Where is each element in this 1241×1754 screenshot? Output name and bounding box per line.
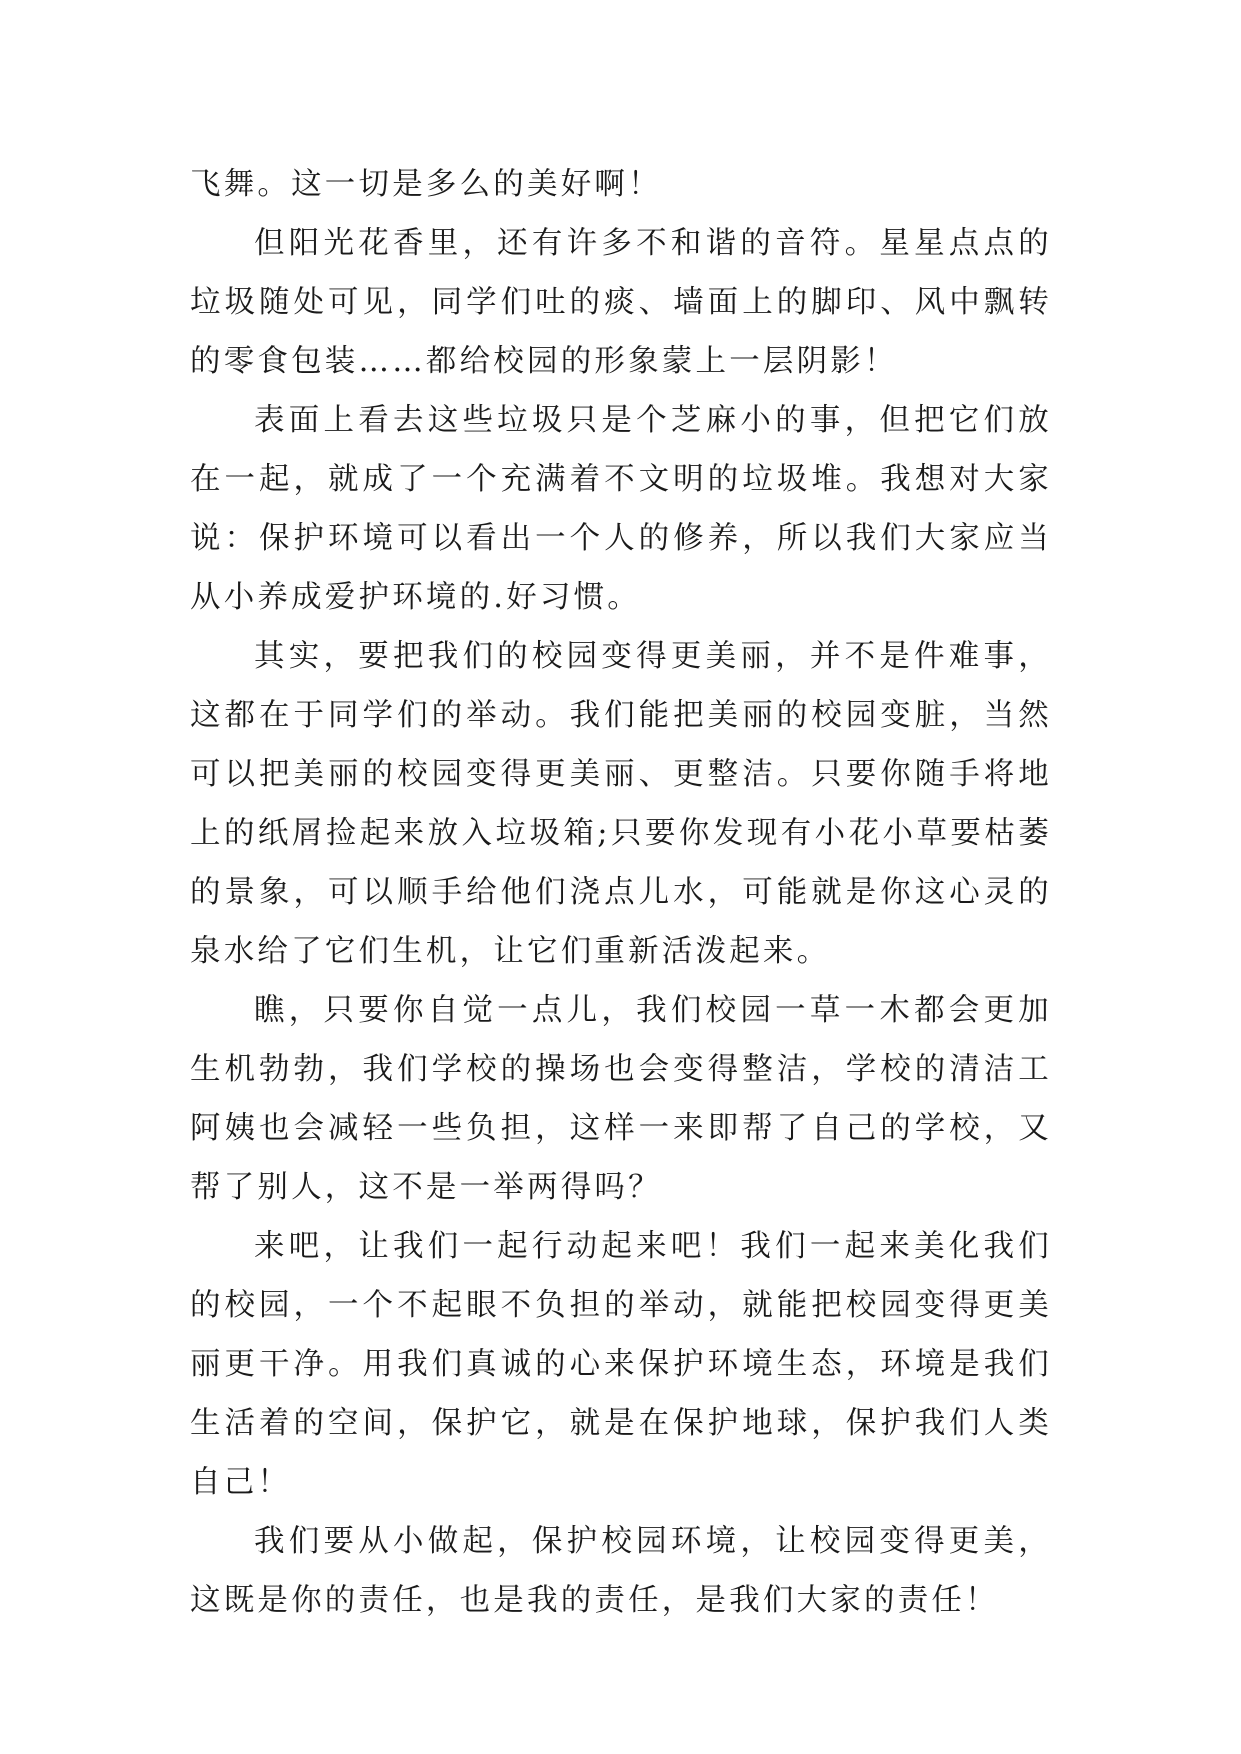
paragraph: 表面上看去这些垃圾只是个芝麻小的事，但把它们放在一起，就成了一个充满着不文明的垃圾堆。我想对大家说：保护环境可以看出一个人的修养，所以我们大家应当从小养成爱护环境的.好习惯。	[190, 403, 1052, 615]
paragraph: 瞧，只要你自觉一点儿，我们校园一草一木都会更加生机勃勃，我们学校的操场也会变得整洁，学校的清洁工阿姨也会减轻一些负担，这样一来即帮了自己的学校，又帮了别人，这不是一举两得吗？	[190, 993, 1052, 1205]
paragraph: 但阳光花香里，还有许多不和谐的音符。星星点点的垃圾随处可见，同学们吐的痰、墙面上的脚印、风中飘转的零食包装……都给校园的形象蒙上一层阴影！	[190, 226, 1052, 379]
document-body	[190, 155, 1052, 1630]
paragraph: 其实，要把我们的校园变得更美丽，并不是件难事，这都在于同学们的举动。我们能把美丽的校园变脏，当然可以把美丽的校园变得更美丽、更整洁。只要你随手将地上的纸屑捡起来放入垃圾箱;只要你发现有小花小草要枯萎的景象，可以顺手给他们浇点儿水，可能就是你这心灵的泉水给了它们生机，让它们重新活泼起来。	[190, 639, 1052, 969]
paragraph-continuation: 飞舞。这一切是多么的美好啊！	[190, 167, 662, 202]
paragraph: 我们要从小做起，保护校园环境，让校园变得更美，这既是你的责任，也是我的责任，是我们大家的责任！	[190, 1524, 1052, 1618]
paragraph: 来吧，让我们一起行动起来吧！我们一起来美化我们的校园，一个不起眼不负担的举动，就能把校园变得更美丽更干净。用我们真诚的心来保护环境生态，环境是我们生活着的空间，保护它，就是在保护地球，保护我们人类自己！	[190, 1229, 1052, 1500]
